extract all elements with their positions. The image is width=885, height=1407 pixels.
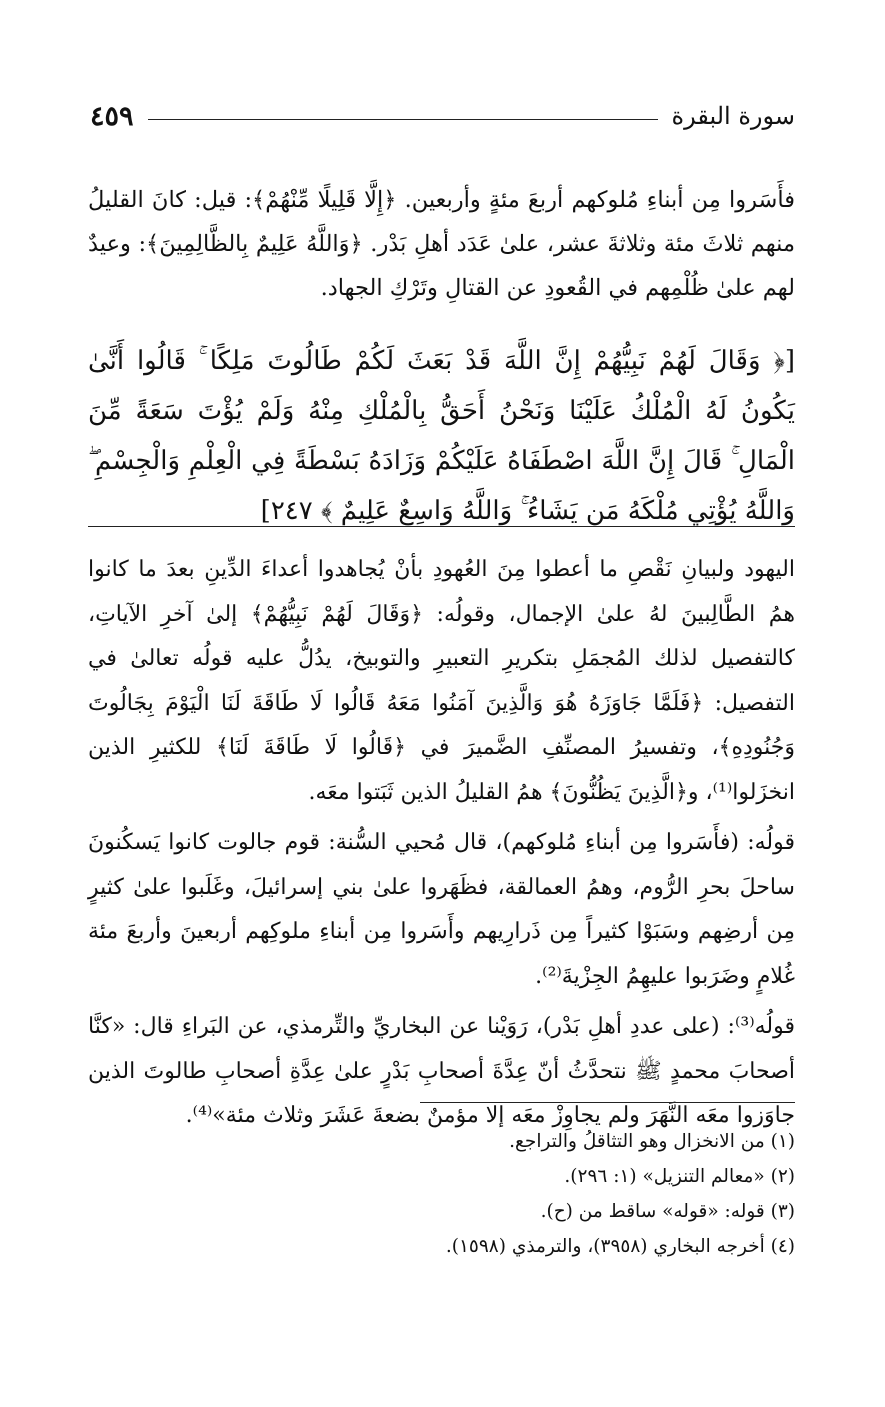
quran-verse-247: [﴿ وَقَالَ لَهُمْ نَبِيُّهُمْ إِنَّ اللَّهَ قَدْ بَعَثَ لَكُمْ طَالُوتَ مَلِكًا ۚ قَالُوا أَنَّىٰ يَكُونُ لَهُ الْمُلْكُ عَلَيْنَا وَنَحْنُ أَحَقُّ بِالْمُلْكِ مِنْهُ وَلَمْ يُؤْتَ سَعَةً مِّنَ الْمَالِ ۚ قَالَ إِنَّ اللَّهَ اصْطَفَاهُ عَلَيْكُمْ وَزَادَهُ بَسْطَةً فِي الْعِلْمِ وَالْجِسْمِ ۖ وَاللَّهُ يُؤْتِي مُلْكَهُ مَن يَشَاءُ ۚ وَاللَّهُ وَاسِعٌ عَلِيمٌ ﴾ ٢٤٧] <box>88 346 795 526</box>
page-header <box>90 96 795 136</box>
surah-name: سورة البقرة <box>671 102 795 130</box>
verse-separator-rule <box>88 526 795 527</box>
footnote-3: (٣) قوله: «قوله» ساقط من (ح). <box>540 1201 795 1222</box>
commentary-paragraph: اليهود ولبيانِ نَقْصِ ما أعطوا مِنَ العُهودِ بأنْ يُجاهدوا أعداءَ الدِّينِ بعدَ ما كانوا همُ الطَّالِبينَ لهُ علىٰ الإجمال، وقولُه: ﴿وَقَالَ لَهُمْ نَبِيُّهُمْ﴾ إلىٰ آخرِ الآياتِ، كالتفصيل لذلك المُجمَلِ بتكريرِ التعبيرِ والتوبيخ، يدُلُّ عليه قولُه تعالىٰ في التفصيل: ﴿فَلَمَّا جَاوَزَهُ هُوَ وَالَّذِينَ آمَنُوا مَعَهُ قَالُوا لَا طَاقَةَ لَنَا الْيَوْمَ بِجَالُوتَ وَجُنُودِهِ﴾، وتفسيرُ المصنِّفِ الضَّميرَ في ﴿قَالُوا لَا طَاقَةَ لَنَا﴾ للكثيرِ الذين انخزَلوا⁽¹⁾، و﴿الَّذِينَ يَظُنُّونَ﴾ همُ القليلُ الذين ثَبَتوا معَه. <box>88 557 795 805</box>
footnotes-section <box>88 1124 795 1264</box>
page-number: ٤٥٩ <box>90 100 134 132</box>
commentary-paragraph: قولُه: (فأَسَروا مِن أبناءِ مُلوكهم)، قال مُحيي السُّنة: قوم جالوت كانوا يَسكُنونَ ساحلَ بحرِ الرُّوم، وهمُ العمالقة، فظَهَروا علىٰ بني إسرائيلَ، وغَلَبوا علىٰ كثيرٍ مِن أرضِهم وسَبَوْا كثيراً مِن ذَرارِيهم وأَسَروا مِن أبناءِ ملوكِهم أربعينَ وأربعَ مئة غُلامٍ وضَرَبوا عليهِمُ الجِزْيةَ⁽²⁾. <box>88 830 795 989</box>
main-text <box>88 178 795 310</box>
header-rule <box>148 119 658 120</box>
commentary-section <box>88 548 795 1139</box>
commentary-paragraph: قولُه⁽³⁾: (على عددِ أهلِ بَدْر)، رَوَيْنا عن البخاريِّ والتِّرمذي، عن البَراءِ قال: «كنَّا أصحابَ محمدٍ ﷺ نتحدَّثُ أنّ عِدَّةَ أصحابِ بَدْرٍ علىٰ عِدَّةِ أصحابِ طالوتَ الذين جاوَزوا معَه النَّهَرَ ولم يجاوِزْ معَه إلا مؤمنٌ بضعةَ عَشَرَ وثلاث مئة»⁽⁴⁾. <box>88 1014 795 1128</box>
quran-verse-block <box>88 336 795 536</box>
footnote-1: (١) من الانخزال وهو التثاقلُ والتراجع. <box>509 1131 795 1152</box>
footnote-separator-rule <box>420 1102 795 1103</box>
main-paragraph: فأَسَروا مِن أبناءِ مُلوكهم أربعَ مئةٍ وأربعين. ﴿إِلَّا قَلِيلًا مِّنْهُمْ﴾: قيل: كانَ القليلُ منهم ثلاثَ مئة وثلاثةَ عشر، علىٰ عَدَد أهلِ بَدْر. ﴿وَاللَّهُ عَلِيمٌ بِالظَّالِمِينَ﴾: وعيدٌ لهم علىٰ ظُلْمِهم في القُعودِ عن القتالِ وتَرْكِ الجهاد. <box>88 187 795 301</box>
footnote-2: (٢) «معالم التنزيل» (١: ٢٩٦). <box>564 1166 795 1187</box>
footnote-4: (٤) أخرجه البخاري (٣٩٥٨)، والترمذي (١٥٩٨). <box>445 1236 795 1257</box>
